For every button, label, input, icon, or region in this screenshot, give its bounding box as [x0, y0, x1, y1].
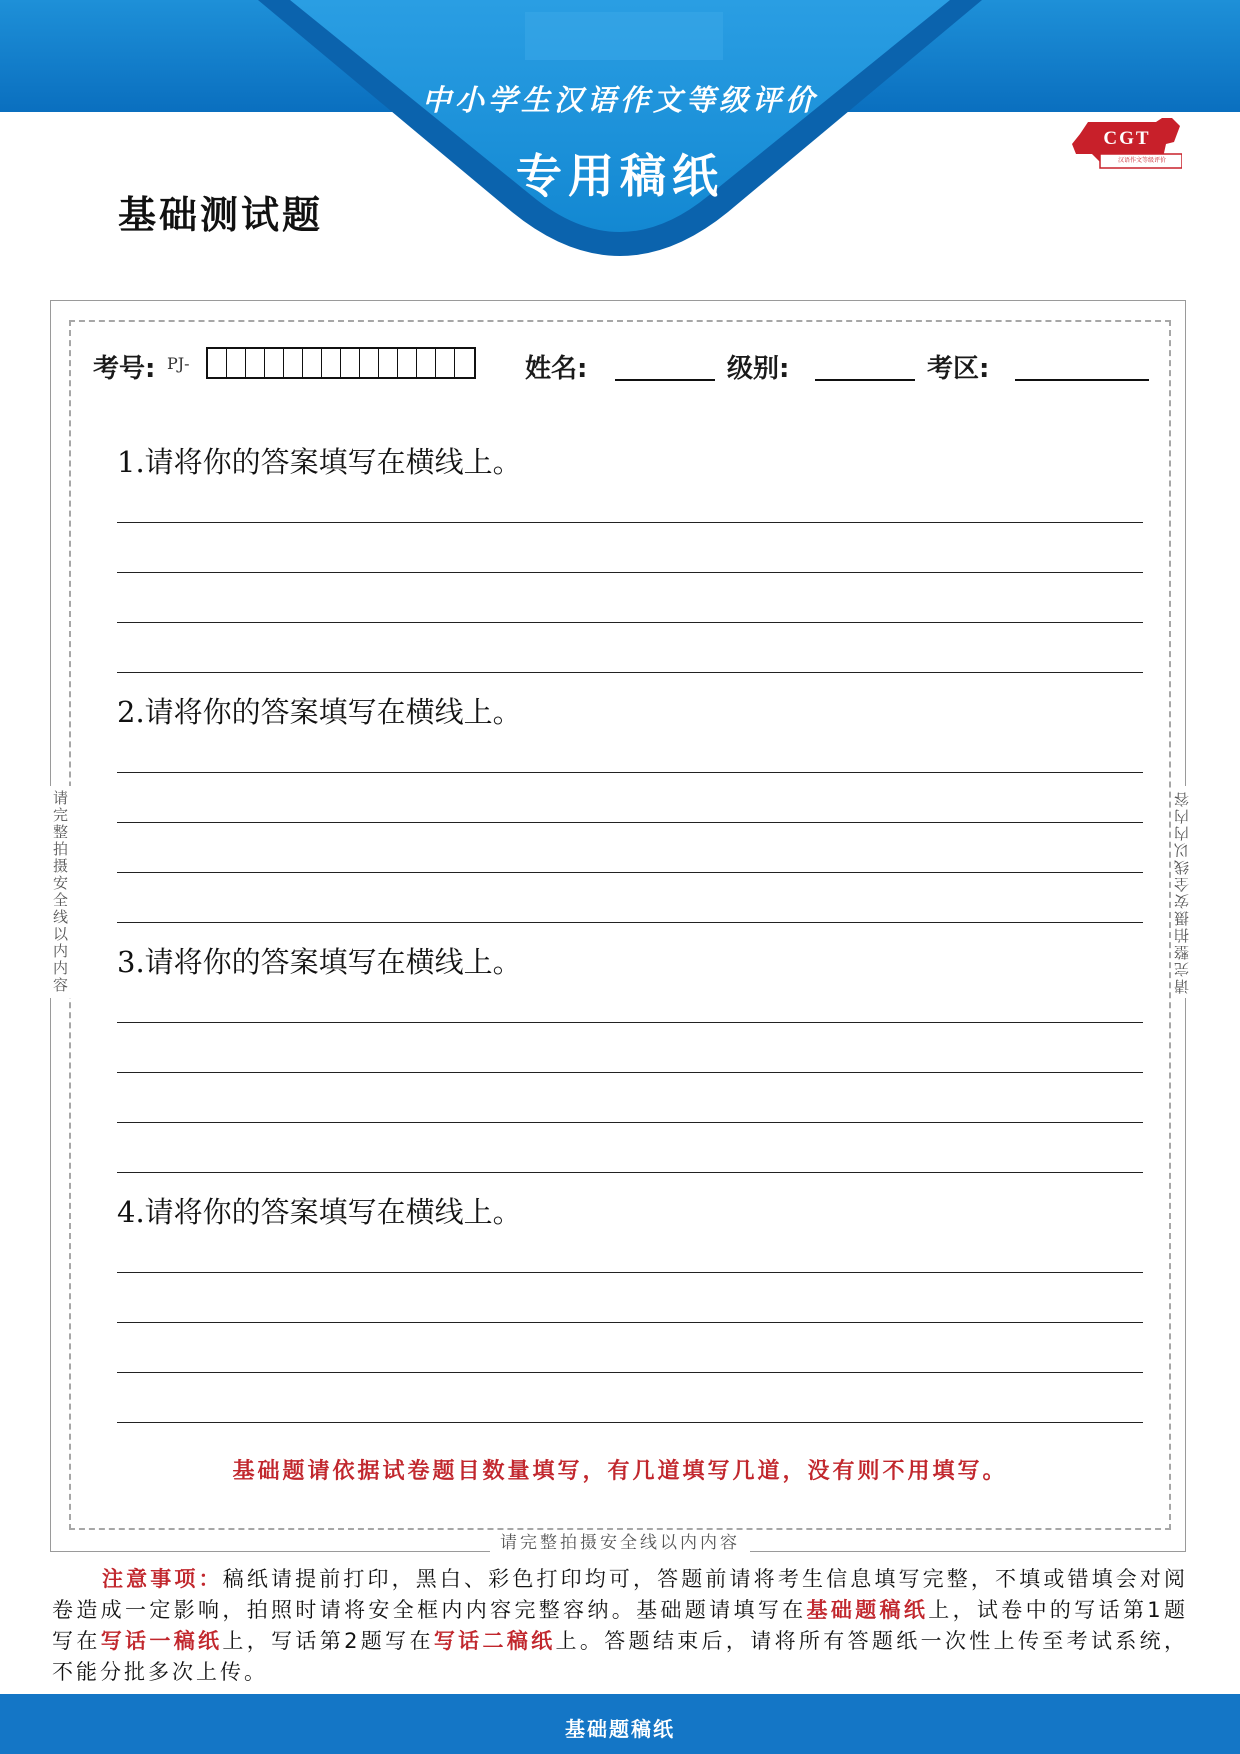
digit-box[interactable] [246, 349, 265, 377]
notice-red-1: 基础题稿纸 [806, 1598, 929, 1622]
question-2-title: 2.请将你的答案填写在横线上。 [117, 695, 522, 729]
question-4-title: 4.请将你的答案填写在横线上。 [117, 1195, 522, 1229]
answer-line[interactable] [117, 1172, 1143, 1173]
exam-number-boxes[interactable] [206, 347, 476, 379]
answer-line[interactable] [117, 872, 1143, 873]
digit-box[interactable] [284, 349, 303, 377]
name-label: 姓名: [525, 354, 588, 384]
notice-text-2: 上，试卷中的写话第1题写在 [52, 1598, 1188, 1653]
digit-box[interactable] [379, 349, 398, 377]
safe-text-right: 请完整拍摄安全线以内内容 [1171, 786, 1192, 998]
answer-line[interactable] [117, 772, 1143, 773]
level-field[interactable] [815, 379, 915, 381]
level-label: 级别: [727, 354, 790, 384]
digit-box[interactable] [303, 349, 322, 377]
answer-line[interactable] [117, 1072, 1143, 1073]
header-title: 专用稿纸 [516, 149, 724, 203]
footer-title: 基础题稿纸 [565, 1717, 675, 1741]
fill-instruction: 基础题请依据试卷题目数量填写，有几道填写几道，没有则不用填写。 [232, 1459, 1008, 1484]
logo-subtext: 汉语作文等级评价 [1117, 157, 1166, 164]
exam-number-label: 考号: [93, 354, 156, 384]
cgt-logo [1070, 118, 1182, 170]
digit-box[interactable] [227, 349, 246, 377]
digit-box[interactable] [417, 349, 436, 377]
digit-box[interactable] [398, 349, 417, 377]
header-highlight [525, 12, 723, 60]
answer-line[interactable] [117, 1022, 1143, 1023]
answer-line[interactable] [117, 522, 1143, 523]
page-heading: 基础测试题 [118, 193, 324, 237]
notice-text-4: 上。答题结束后，请将所有答题纸一次性上传至考试系统，不能分批多次上传。 [52, 1629, 1189, 1684]
answer-line[interactable] [117, 572, 1143, 573]
safe-text-left: 请完整拍摄安全线以内内容 [50, 786, 71, 998]
digit-box[interactable] [455, 349, 474, 377]
safe-zone-frame [69, 320, 1171, 1530]
notice-red-3: 写话二稿纸 [433, 1629, 556, 1653]
question-1-title: 1.请将你的答案填写在横线上。 [117, 445, 522, 479]
digit-box[interactable] [436, 349, 455, 377]
logo-text: CGT [1103, 128, 1151, 149]
digit-box[interactable] [360, 349, 379, 377]
digit-box[interactable] [341, 349, 360, 377]
answer-line[interactable] [117, 922, 1143, 923]
answer-line[interactable] [117, 1122, 1143, 1123]
name-field[interactable] [615, 379, 715, 381]
exam-prefix: PJ- [167, 354, 190, 373]
notice-paragraph [52, 1564, 1188, 1688]
area-field[interactable] [1015, 379, 1149, 381]
answer-line[interactable] [117, 1372, 1143, 1373]
notice-label: 注意事项： [102, 1567, 223, 1591]
digit-box[interactable] [322, 349, 341, 377]
header-subtitle: 中小学生汉语作文等级评价 [421, 83, 818, 117]
answer-line[interactable] [117, 1322, 1143, 1323]
safe-text-bottom [0, 1528, 1240, 1553]
answer-line[interactable] [117, 822, 1143, 823]
notice-text-1: 稿纸请提前打印，黑白、彩色打印均可，答题前请将考生信息填写完整，不填或错填会对阅卷造成一定影响，拍照时请将安全框内内容完整容纳。基础题请填写在 [52, 1567, 1189, 1622]
digit-box[interactable] [265, 349, 284, 377]
answer-line[interactable] [117, 672, 1143, 673]
answer-line[interactable] [117, 622, 1143, 623]
answer-line[interactable] [117, 1272, 1143, 1273]
area-label: 考区: [927, 354, 990, 384]
notice-text-3: 上，写话第2题写在 [222, 1629, 434, 1653]
answer-line[interactable] [117, 1422, 1143, 1423]
safe-text-bottom-label: 请完整拍摄安全线以内内容 [490, 1533, 750, 1553]
digit-box[interactable] [208, 349, 227, 377]
notice-red-2: 写话一稿纸 [100, 1629, 223, 1653]
candidate-info-row [93, 346, 1153, 384]
question-3-title: 3.请将你的答案填写在横线上。 [117, 945, 522, 979]
